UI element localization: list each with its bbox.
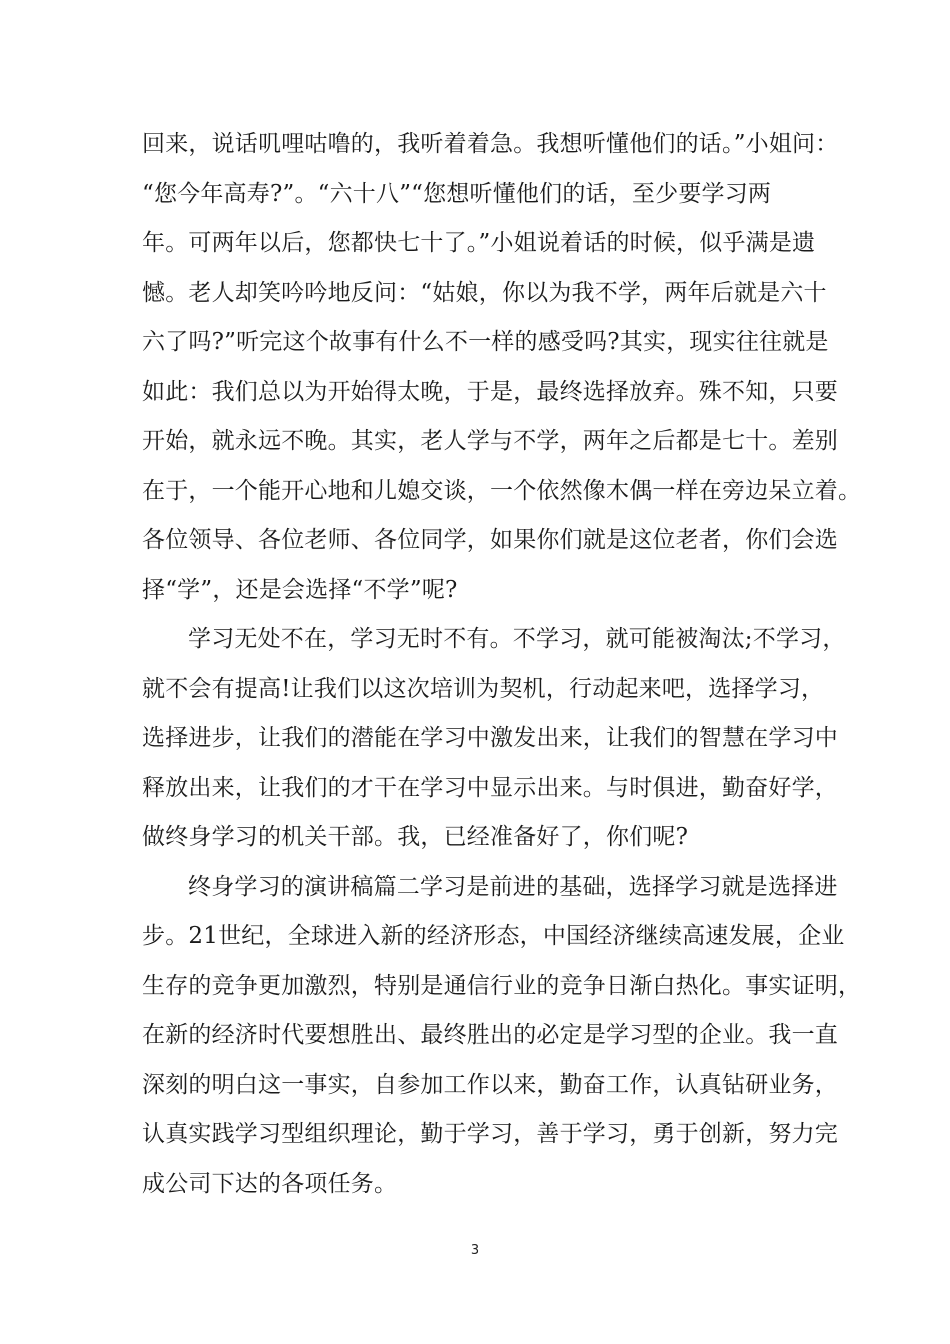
text-line: 认真实践学习型组织理论，勤于学习，善于学习，勇于创新，努力完: [142, 1121, 838, 1147]
text-line: 在于，一个能开心地和儿媳交谈，一个依然像木偶一样在旁边呆立着。: [142, 477, 862, 504]
paragraph-start-line: 终身学习的演讲稿篇二学习是前进的基础，选择学习就是选择进: [188, 873, 838, 900]
text-line: 开始，就永远不晚。其实，老人学与不学，两年之后都是七十。差别: [142, 428, 838, 454]
text-line: 释放出来，让我们的才干在学习中显示出来。与时俱进，勤奋好学，: [142, 774, 838, 801]
text-line: “您今年高寿?”。“六十八”“您想听懂他们的话，至少要学习两: [142, 180, 772, 207]
text-line: 在新的经济时代要想胜出、最终胜出的必定是学习型的企业。我一直: [142, 1022, 838, 1048]
text-line: 成公司下达的各项任务。: [142, 1170, 398, 1197]
text-line: 憾。老人却笑吟吟地反问：“姑娘，你以为我不学，两年后就是六十: [142, 279, 827, 306]
body-text: [142, 124, 862, 1213]
text-line: 回来，说话叽哩咕噜的，我听着着急。我想听懂他们的话。”小姐问：: [142, 131, 839, 157]
paragraph-start-line: 学习无处不在，学习无时不有。不学习，就可能被淘汰;不学习，: [188, 626, 846, 652]
text-line: 做终身学习的机关干部。我，已经准备好了，你们呢?: [142, 824, 689, 850]
text-line: 六了吗?”听完这个故事有什么不一样的感受吗?其实，现实往往就是: [142, 329, 829, 355]
text-line: 年。可两年以后，您都快七十了。”小姐说着话的时候，似乎满是遗: [142, 230, 816, 256]
text-line: 深刻的明白这一事实，自参加工作以来，勤奋工作，认真钻研业务，: [142, 1071, 838, 1098]
text-line: 就不会有提高!让我们以这次培训为契机，行动起来吧，选择学习，: [142, 675, 825, 702]
text-line: 选择进步，让我们的潜能在学习中激发出来，让我们的智慧在学习中: [142, 725, 838, 751]
text-line: 择“学”，还是会选择“不学”呢?: [142, 576, 458, 603]
text-line: 生存的竞争更加激烈，特别是通信行业的竞争日渐白热化。事实证明，: [142, 972, 862, 999]
page-number: 3: [470, 1243, 480, 1258]
text-line: 各位领导、各位老师、各位同学，如果你们就是这位老者，你们会选: [142, 527, 838, 553]
text-line: 如此：我们总以为开始得太晚，于是，最终选择放弃。殊不知，只要: [142, 378, 838, 405]
text-line: 步。21世纪，全球进入新的经济形态，中国经济继续高速发展，企业: [142, 923, 845, 949]
